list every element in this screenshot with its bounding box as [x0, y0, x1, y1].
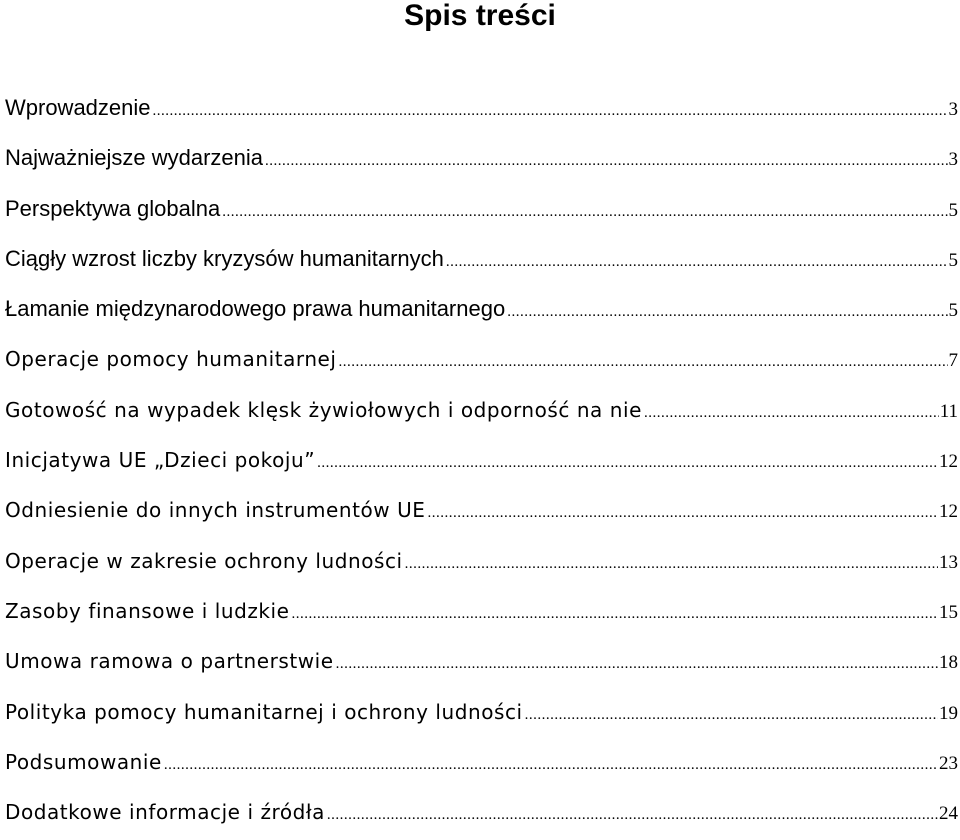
dot-leader — [405, 539, 938, 589]
dot-leader — [164, 740, 938, 790]
toc-entry-label: Najważniejsze wydarzenia — [5, 133, 263, 183]
toc-entry-label: Podsumowanie — [5, 737, 162, 787]
toc-entry-label: Polityka pomocy humanitarnej i ochrony ludności — [5, 687, 523, 737]
toc-entry-label: Gotowość na wypadek klęsk żywiołowych i odporność na nie — [5, 385, 642, 435]
toc-entry-odniesienie[interactable] — [5, 485, 960, 535]
toc-entry-label: Zasoby finansowe i ludzkie — [5, 586, 289, 636]
toc-entry-operacje-pomocy[interactable] — [5, 334, 960, 384]
toc-entry-label: Łamanie międzynarodowego prawa humanitarnego — [5, 284, 505, 334]
toc-entry-page: 23 — [939, 739, 960, 789]
dot-leader — [327, 790, 938, 840]
toc-entry-label: Umowa ramowa o partnerstwie — [5, 636, 334, 686]
toc-entry-page: 24 — [939, 789, 960, 839]
dot-leader — [507, 287, 947, 337]
toc-entry-zasoby[interactable] — [5, 586, 960, 636]
dot-leader — [339, 337, 948, 387]
toc-entry-page: 3 — [949, 85, 960, 135]
page-title: Spis treści — [0, 0, 960, 32]
toc-entry-umowa-ramowa[interactable] — [5, 636, 960, 686]
toc-entry-page: 18 — [939, 638, 960, 688]
toc-entry-label: Dodatkowe informacje i źródła — [5, 787, 325, 837]
toc-entry-page: 5 — [949, 286, 960, 336]
dot-leader — [222, 187, 947, 237]
dot-leader — [317, 438, 938, 488]
toc-entry-label: Odniesienie do innych instrumentów UE — [5, 485, 426, 535]
dot-leader — [336, 639, 938, 689]
toc-entry-label: Operacje w zakresie ochrony ludności — [5, 536, 403, 586]
dot-leader — [525, 690, 938, 740]
toc-entry-lamanie-prawa[interactable] — [5, 284, 960, 334]
toc-entry-gotowosc[interactable] — [5, 385, 960, 435]
toc-entry-label: Operacje pomocy humanitarnej — [5, 334, 337, 384]
dot-leader — [446, 237, 948, 287]
toc-entry-page: 5 — [949, 186, 960, 236]
toc-entry-page: 11 — [940, 387, 960, 437]
dot-leader — [428, 488, 939, 538]
toc-entry-polityka[interactable] — [5, 687, 960, 737]
toc-entry-page: 12 — [939, 487, 960, 537]
toc-entry-dzieci-pokoju[interactable] — [5, 435, 960, 485]
toc-entry-page: 5 — [949, 236, 960, 286]
toc-entry-label: Ciągły wzrost liczby kryzysów humanitarnych — [5, 234, 444, 284]
toc-entry-label: Perspektywa globalna — [5, 184, 220, 234]
toc-list — [5, 83, 960, 837]
toc-entry-podsumowanie[interactable] — [5, 737, 960, 787]
toc-entry-perspektywa-globalna[interactable] — [5, 184, 960, 234]
dot-leader — [265, 136, 947, 186]
dot-leader — [644, 388, 939, 438]
toc-entry-ciagly-wzrost[interactable] — [5, 234, 960, 284]
toc-entry-page: 12 — [939, 437, 960, 487]
toc-entry-ochrona-ludnosci[interactable] — [5, 536, 960, 586]
toc-entry-page: 15 — [939, 588, 960, 638]
dot-leader — [153, 86, 948, 136]
toc-entry-najwazniejsze-wydarzenia[interactable] — [5, 133, 960, 183]
toc-entry-page: 19 — [939, 689, 960, 739]
toc-entry-label: Wprowadzenie — [5, 83, 151, 133]
toc-entry-dodatkowe-informacje[interactable] — [5, 787, 960, 837]
toc-entry-page: 7 — [949, 336, 960, 386]
dot-leader — [291, 589, 938, 639]
toc-entry-page: 3 — [949, 135, 960, 185]
toc-entry-label: Inicjatywa UE „Dzieci pokoju” — [5, 435, 315, 485]
toc-entry-page: 13 — [939, 538, 960, 588]
toc-entry-wprowadzenie[interactable] — [5, 83, 960, 133]
